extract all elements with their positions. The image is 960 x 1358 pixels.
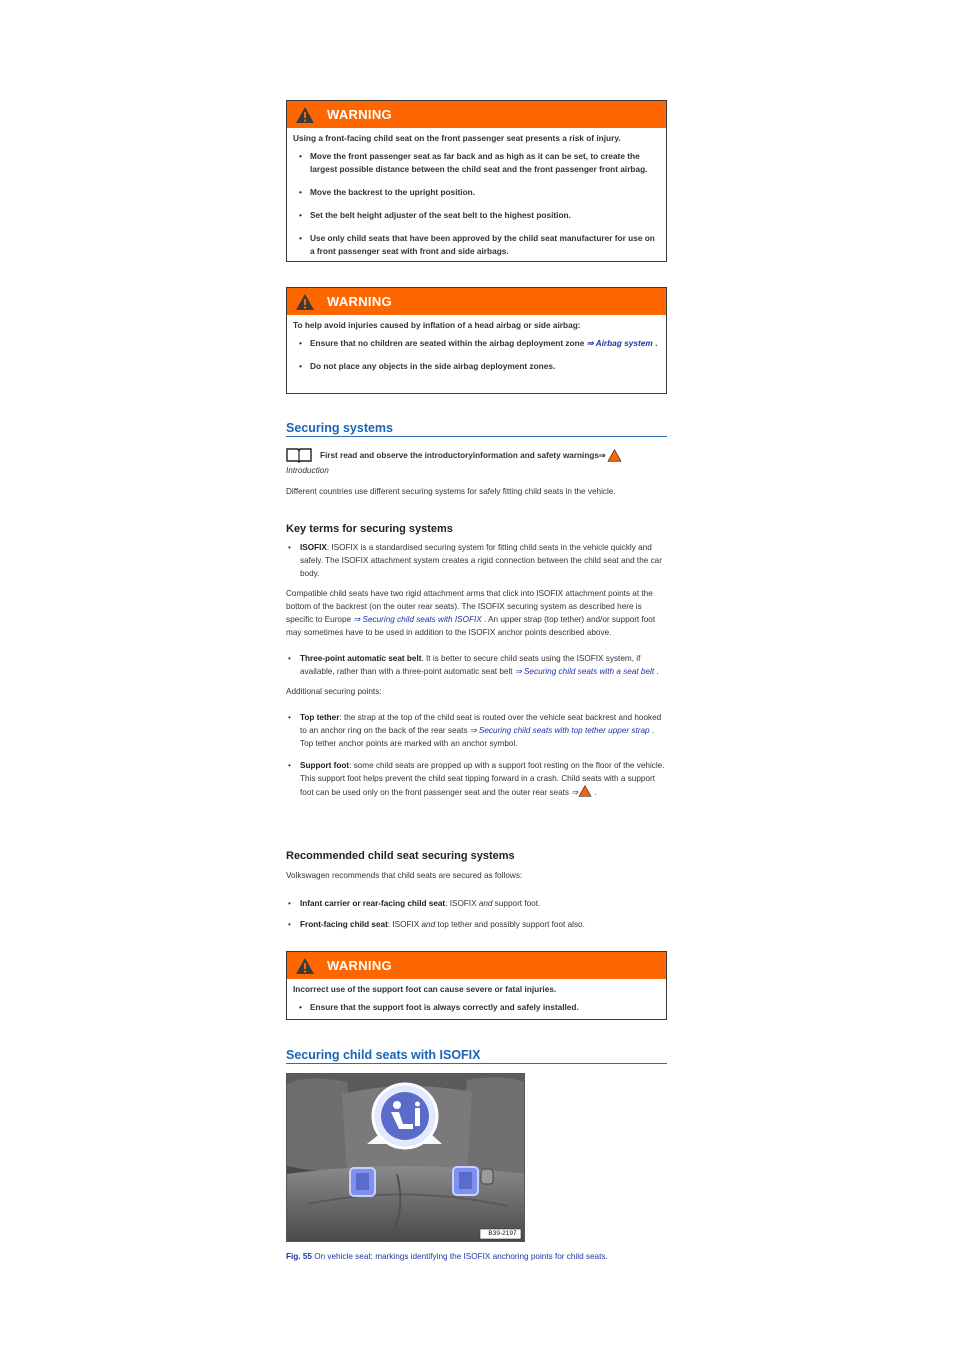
warning-item: • Use only child seats that have been approved by the child seat manufacturer for use on a front passenger seat with front and side airbags. — [291, 232, 660, 258]
warning-triangle-icon — [295, 293, 315, 311]
term-label: Infant carrier or rear-facing child seat — [300, 899, 446, 908]
figure-number: Fig. 55 — [286, 1252, 312, 1261]
book-icon — [286, 447, 312, 463]
list-item-front-facing — [286, 918, 667, 931]
term-text: : ISOFIX is a standardised securing system for fitting child seats in the vehicle quickly and safely. The ISOFIX attachment system creates a rigid connection between the child seat and the car body. — [300, 543, 662, 578]
term-text: . It is better to secure child seats using the ISOFIX system, if available, rather than with a three-point automatic seat belt — [300, 654, 641, 676]
term-label: Support foot — [300, 761, 350, 770]
introduction-link[interactable]: Introduction — [286, 466, 329, 475]
warning-item: • Ensure that the support foot is always correctly and safely installed. — [291, 1001, 660, 1014]
punctuation: . — [654, 667, 659, 676]
term-text: : ISOFIX — [387, 920, 422, 929]
emphasis: and — [478, 899, 493, 908]
warning-box-airbag — [286, 287, 667, 394]
figure-caption — [286, 1252, 608, 1261]
paragraph: Volkswagen recommends that child seats are secured as follows: — [286, 871, 523, 880]
list-item-infant — [286, 897, 667, 910]
warning-item-text: Ensure that no children are seated within the airbag deployment zone — [310, 338, 585, 348]
additional-label: Additional securing points: — [286, 687, 382, 696]
securing-isofix-link[interactable]: ⇒ Securing child seats with ISOFIX — [353, 615, 482, 624]
term-text: : ISOFIX — [445, 899, 479, 908]
read-first-text: First read and observe the introductoryinformation and safety warnings⇒ — [320, 450, 606, 460]
key-terms-content — [286, 541, 667, 799]
seat-illustration — [287, 1074, 524, 1241]
isofix-seat-figure — [286, 1073, 525, 1242]
warning-item: • Do not place any objects in the side airbag deployment zones. — [291, 360, 660, 373]
term-text: : the strap at the top of the child seat is routed over the vehicle seat backrest and hooked to an anchor ring on the back of the rear seats — [300, 713, 662, 735]
term-text: top tether and possibly support foot also. — [435, 920, 585, 929]
warning-item: • Move the backrest to the upright position. — [291, 186, 660, 199]
paragraph-text: Compatible child seats have two rigid attachment arms that click into ISOFIX attachment points at the bottom of the backrest (on the outer rear seats). The ISOFIX securing system as described here is specific to Europe — [286, 589, 653, 624]
paragraph: Different countries use different securing systems for safely fitting child seats in the vehicle. — [286, 487, 616, 496]
list-item-top-tether — [286, 711, 667, 750]
warning-triangle-icon — [607, 449, 622, 462]
punctuation: . — [592, 788, 597, 797]
list-item-three-point — [286, 652, 667, 678]
subheading-key-terms: Key terms for securing systems — [286, 523, 453, 535]
warning-header — [287, 288, 666, 315]
warning-intro: Incorrect use of the support foot can cause severe or fatal injuries. — [293, 984, 557, 994]
warning-ref-link[interactable]: ⇒ — [571, 788, 579, 797]
term-label: Front-facing child seat — [300, 920, 388, 929]
warning-item: • Set the belt height adjuster of the seat belt to the highest position. — [291, 209, 660, 222]
top-tether-link[interactable]: ⇒ Securing child seats with top tether upper strap — [469, 726, 650, 735]
warning-triangle-icon — [295, 106, 315, 124]
warning-title: WARNING — [327, 958, 392, 973]
read-first-note — [286, 447, 667, 498]
warning-title: WARNING — [327, 107, 392, 122]
warning-header — [287, 101, 666, 128]
paragraph-text: . An upper strap (top tether) and/or support foot may sometimes have to be used in addition to the ISOFIX anchor points described above. — [286, 615, 656, 637]
warning-triangle-icon — [578, 785, 592, 797]
warning-box-front-seat — [286, 100, 667, 262]
warning-item: • Move the front passenger seat as far back and as high as it can be set, to create the largest possible distance between the child seat and the front passenger front airbag. — [291, 150, 660, 176]
recommended-content — [286, 869, 667, 931]
punctuation: . — [652, 338, 658, 348]
airbag-system-link[interactable]: ⇒ Airbag system — [586, 338, 653, 348]
securing-seat-belt-link[interactable]: ⇒ Securing child seats with a seat belt — [514, 667, 655, 676]
term-label: ISOFIX — [300, 543, 327, 552]
warning-intro: To help avoid injuries caused by inflation of a head airbag or side airbag: — [293, 320, 581, 330]
section-heading-isofix: Securing child seats with ISOFIX — [286, 1048, 667, 1064]
list-item-support-foot — [286, 759, 667, 799]
paragraph — [286, 587, 667, 639]
subheading-recommended: Recommended child seat securing systems — [286, 850, 515, 862]
emphasis: and — [421, 920, 436, 929]
caption-text: On vehicle seat: markings identifying the ISOFIX anchoring points for child seats. — [311, 1252, 608, 1261]
warning-item — [291, 337, 660, 350]
section-heading-securing-systems: Securing systems — [286, 421, 667, 437]
warning-intro: Using a front-facing child seat on the front passenger seat presents a risk of injury. — [293, 133, 621, 143]
figure-code: B39-2197 — [488, 1230, 517, 1237]
warning-triangle-icon — [295, 957, 315, 975]
term-text: . Top tether anchor points are marked with an anchor symbol. — [300, 726, 655, 748]
list-item-isofix — [286, 541, 667, 580]
warning-box-support-foot — [286, 951, 667, 1020]
term-label: Three-point automatic seat belt — [300, 654, 422, 663]
warning-title: WARNING — [327, 294, 392, 309]
warning-header — [287, 952, 666, 979]
term-text: : some child seats are propped up with a support foot resting on the floor of the vehicle. This support foot helps prevent the child seat tipping forward in a crash. Child seats with a support foot can be used only on the front passenger seat and the outer rear seats — [300, 761, 665, 797]
term-label: Top tether — [300, 713, 340, 722]
term-text: support foot. — [492, 899, 541, 908]
